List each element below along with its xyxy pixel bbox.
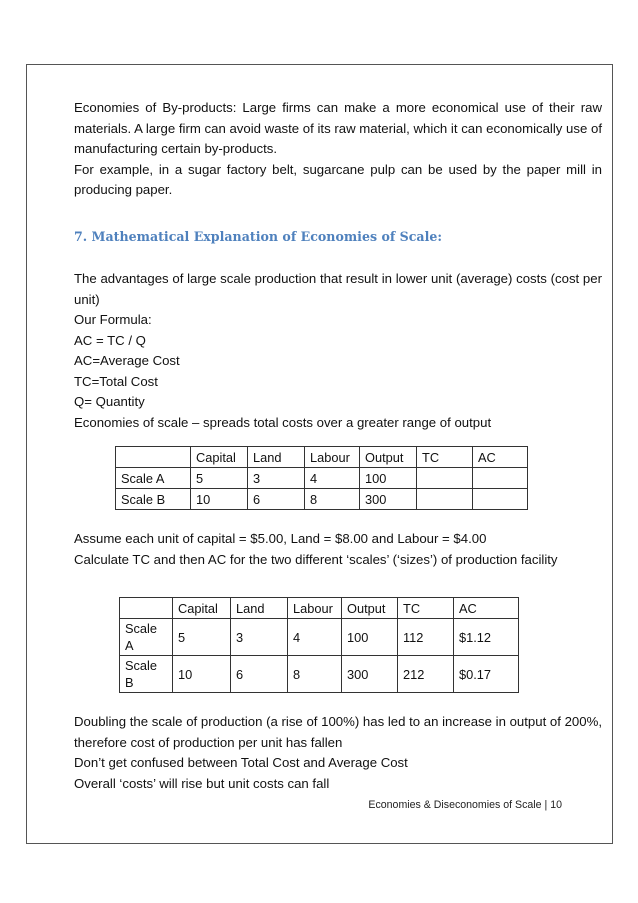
table-header-cell: Capital [191, 447, 248, 468]
byproducts-paragraph: Economies of By-products: Large firms can make a more economical use of their raw materials. A large firm can avoid waste of its raw material, which it can economically use of manufacturing certain by-products. [74, 100, 602, 156]
table-cell [473, 489, 528, 510]
results-table [119, 597, 519, 693]
table-header-cell: Labour [305, 447, 360, 468]
table-cell: 6 [248, 489, 305, 510]
table-cell: 4 [288, 619, 342, 656]
conclusion-line: Overall ‘costs’ will rise but unit costs can fall [74, 775, 330, 791]
formula: AC = TC / Q [74, 332, 146, 348]
economies-summary: Economies of scale – spreads total costs over a greater range of output [74, 414, 492, 430]
calculation-instruction: Calculate TC and then AC for the two different ‘scales’ (‘sizes’) of production facility [74, 551, 558, 567]
formula-label: Our Formula: [74, 312, 152, 327]
table-cell: 300 [342, 656, 398, 693]
table-header-cell: AC [454, 598, 519, 619]
table-header-row [120, 598, 519, 619]
table-cell: 100 [342, 619, 398, 656]
conclusion-line: Don’t get confused between Total Cost and Average Cost [74, 755, 408, 770]
table-row [116, 468, 528, 489]
table-cell: 300 [360, 489, 417, 510]
table-cell [473, 468, 528, 489]
table-cell: 100 [360, 468, 417, 489]
table-cell: 10 [173, 656, 231, 693]
table-cell [417, 468, 473, 489]
table-cell: 5 [173, 619, 231, 656]
footer-separator: | [544, 799, 548, 811]
table-header-cell: Labour [288, 598, 342, 619]
table-cell: 6 [231, 656, 288, 693]
table-cell: 8 [288, 656, 342, 693]
table-header-cell [120, 598, 173, 619]
table-cell: 8 [305, 489, 360, 510]
table-cell: $1.12 [454, 619, 519, 656]
input-table [115, 446, 528, 510]
intro-paragraph: The advantages of large scale production that result in lower unit (average) costs (cost per unit) [74, 271, 602, 307]
table-header-cell: TC [398, 598, 454, 619]
conclusion-paragraph: Doubling the scale of production (a rise of 100%) has led to an increase in output of 200%, therefore cost of production per unit has fallen [74, 714, 602, 750]
table-row [116, 489, 528, 510]
definition-ac: AC=Average Cost [74, 353, 180, 368]
table-cell: Scale A [116, 468, 191, 489]
table-cell: 3 [248, 468, 305, 489]
table-header-cell [116, 447, 191, 468]
table-cell: Scale B [120, 656, 173, 693]
page-footer [368, 799, 562, 811]
table-row [120, 619, 519, 656]
example-paragraph: For example, in a sugar factory belt, sugarcane pulp can be used by the paper mill in producing paper. [74, 161, 602, 197]
table-header-cell: Output [360, 447, 417, 468]
table-cell: $0.17 [454, 656, 519, 693]
footer-title: Economies & Diseconomies of Scale [368, 799, 542, 811]
table-header-cell: TC [417, 447, 473, 468]
table-cell: 112 [398, 619, 454, 656]
document-body [74, 98, 602, 794]
assumption-line: Assume each unit of capital = $5.00, Land = $8.00 and Labour = $4.00 [74, 531, 487, 546]
page-number: 10 [550, 799, 562, 811]
table-header-cell: Land [231, 598, 288, 619]
table-cell [417, 489, 473, 510]
table-cell: Scale B [116, 489, 191, 510]
table-cell: Scale A [120, 619, 173, 656]
table-cell: 4 [305, 468, 360, 489]
table-cell: 212 [398, 656, 454, 693]
definition-tc: TC=Total Cost [74, 373, 158, 389]
table-cell: 10 [191, 489, 248, 510]
table-row [120, 656, 519, 693]
table-header-cell: Output [342, 598, 398, 619]
table-header-cell: Land [248, 447, 305, 468]
table-cell: 5 [191, 468, 248, 489]
definition-q: Q= Quantity [74, 394, 145, 409]
table-header-cell: AC [473, 447, 528, 468]
table-header-row [116, 447, 528, 468]
table-cell: 3 [231, 619, 288, 656]
section-heading: 7. Mathematical Explanation of Economies of Scale: [74, 228, 443, 244]
table-header-cell: Capital [173, 598, 231, 619]
